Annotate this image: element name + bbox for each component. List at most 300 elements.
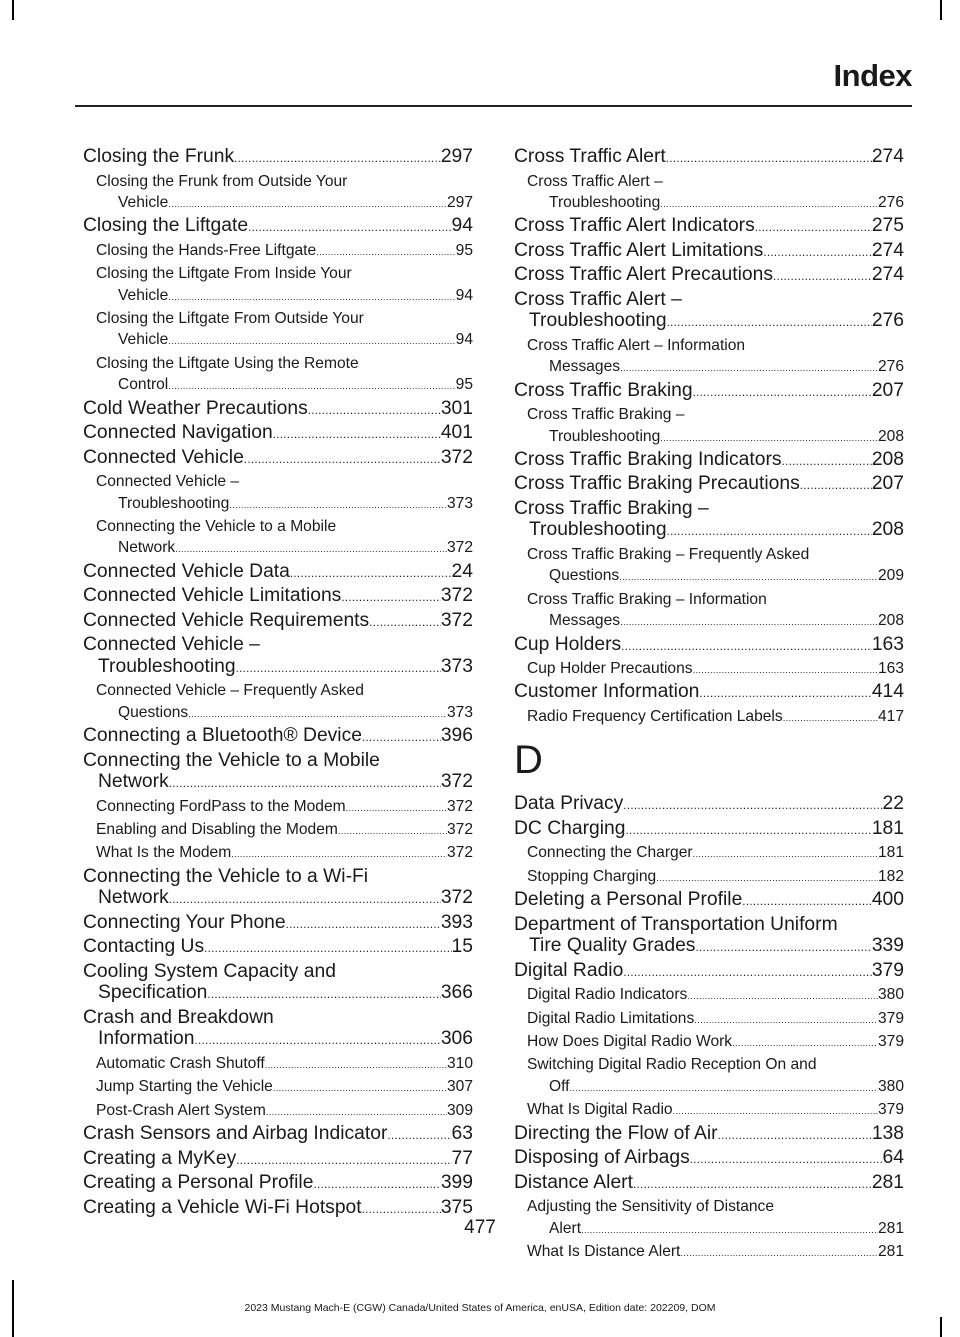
entry-page-number: 306 <box>440 1028 473 1050</box>
entry-text: Connected Vehicle – <box>83 634 260 656</box>
entry-page-number: 297 <box>440 146 473 167</box>
entry-text: Connected Navigation <box>83 422 273 444</box>
entry-page-number: 399 <box>440 1172 473 1194</box>
entry-text: Alert <box>549 1219 582 1237</box>
index-entry <box>83 585 473 610</box>
dot-leader <box>168 329 455 352</box>
entry-text: Cross Traffic Alert – <box>514 288 682 310</box>
index-subentry <box>96 240 473 263</box>
entry-text: Specification <box>98 982 208 1004</box>
dot-leader <box>168 374 455 397</box>
index-subentry <box>96 1100 473 1123</box>
dot-leader <box>313 1172 440 1197</box>
entry-text: Directing the Flow of Air <box>514 1122 718 1144</box>
entry-page-number: 373 <box>446 494 473 512</box>
entry-text: Troubleshooting <box>98 655 236 677</box>
entry-text: Cross Traffic Alert – Information <box>527 336 746 354</box>
entry-page-number: 301 <box>440 397 473 419</box>
entry-text: Radio Frequency Certification Labels <box>527 707 783 725</box>
entry-page-number: 417 <box>877 707 904 725</box>
dot-leader <box>369 610 441 635</box>
dot-leader <box>667 310 872 335</box>
index-subentry <box>96 680 473 725</box>
dot-leader <box>341 585 441 610</box>
entry-text: Creating a MyKey <box>83 1147 237 1169</box>
entry-text: Connecting FordPass to the Modem <box>96 797 346 815</box>
index-subentry <box>527 984 904 1007</box>
entry-text: Cross Traffic Alert Limitations <box>514 239 764 261</box>
dot-leader <box>236 656 441 681</box>
entry-page-number: 207 <box>871 379 904 401</box>
index-entry <box>83 936 473 961</box>
entry-page-number: 297 <box>446 193 473 211</box>
entry-text: Data Privacy <box>514 793 624 815</box>
entry-text: Jump Starting the Vehicle <box>96 1078 273 1096</box>
entry-page-number: 95 <box>455 241 473 259</box>
entry-text: Questions <box>549 567 620 585</box>
dot-leader <box>273 1076 447 1099</box>
dot-leader <box>207 982 441 1007</box>
crop-mark-top-left <box>12 0 14 20</box>
entry-page-number: 379 <box>877 1033 904 1050</box>
dot-leader <box>286 912 441 937</box>
entry-page-number: 396 <box>440 725 473 747</box>
entry-text: Crash and Breakdown <box>83 1006 274 1028</box>
entry-text: Troubleshooting <box>549 193 661 211</box>
entry-page-number: 94 <box>455 331 473 349</box>
index-entry <box>83 1148 473 1173</box>
dot-leader <box>308 398 441 423</box>
index-entry <box>514 960 904 985</box>
entry-text: Creating a Personal Profile <box>83 1172 314 1194</box>
index-entry <box>83 634 473 680</box>
entry-text: Contacting Us <box>83 936 205 958</box>
entry-page-number: 281 <box>877 1219 904 1237</box>
index-entry <box>83 146 473 171</box>
entry-page-number: 24 <box>451 560 473 582</box>
index-subentry <box>96 308 473 353</box>
entry-text: What Is the Modem <box>96 844 232 862</box>
entry-text: Connected Vehicle Requirements <box>83 609 370 631</box>
entry-text: Cup Holders <box>514 633 622 655</box>
entry-page-number: 375 <box>440 1196 473 1218</box>
dot-leader <box>699 681 871 706</box>
dot-leader <box>755 215 872 240</box>
entry-text: Automatic Crash Shutoff <box>96 1054 265 1072</box>
dot-leader <box>693 658 878 681</box>
dot-leader <box>169 771 441 796</box>
entry-text: Troubleshooting <box>549 427 661 445</box>
dot-leader <box>168 192 447 215</box>
entry-text: Cold Weather Precautions <box>83 397 308 419</box>
entry-text: Customer Information <box>514 681 700 703</box>
index-entry <box>514 498 904 544</box>
dot-leader <box>620 356 878 379</box>
entry-page-number: 310 <box>446 1054 473 1072</box>
entry-page-number: 373 <box>440 655 473 677</box>
entry-text: Network <box>98 771 169 793</box>
dot-leader <box>623 960 872 985</box>
dot-leader <box>660 192 878 215</box>
dot-leader <box>194 1028 440 1053</box>
index-subentry <box>96 1076 473 1099</box>
entry-page-number: 208 <box>871 448 904 470</box>
entry-text: Questions <box>118 703 189 721</box>
entry-text: Vehicle <box>118 286 169 304</box>
entry-text: Closing the Liftgate From Inside Your <box>96 265 352 283</box>
entry-page-number: 95 <box>455 376 473 394</box>
index-entry <box>83 912 473 937</box>
entry-page-number: 63 <box>451 1123 473 1145</box>
entry-page-number: 380 <box>877 986 904 1004</box>
dot-leader <box>693 380 872 405</box>
dot-leader <box>783 706 878 729</box>
entry-text: Closing the Liftgate <box>83 215 249 237</box>
index-subentry <box>527 171 904 216</box>
dot-leader <box>619 565 878 588</box>
entry-text: Connected Vehicle <box>83 446 244 468</box>
page-number: 477 <box>464 1217 496 1238</box>
entry-text: Connected Vehicle – <box>96 473 240 491</box>
dot-leader <box>633 1172 872 1197</box>
entry-text: Cross Traffic Braking – Information <box>527 590 767 608</box>
index-section-c-continued <box>514 146 904 729</box>
entry-page-number: 276 <box>877 358 904 376</box>
dot-leader <box>204 936 451 961</box>
index-subentry <box>96 819 473 842</box>
entry-text: Switching Digital Radio Reception On and <box>527 1056 817 1074</box>
dot-leader <box>620 610 878 633</box>
entry-text: Closing the Frunk from Outside Your <box>96 172 348 190</box>
entry-text: Cross Traffic Alert <box>514 146 666 167</box>
entry-text: Distance Alert <box>514 1171 633 1193</box>
index-subentry <box>527 544 904 589</box>
crop-mark-bottom-right <box>940 1317 942 1337</box>
entry-text: Crash Sensors and Airbag Indicator <box>83 1123 388 1145</box>
dot-leader <box>656 866 878 889</box>
entry-page-number: 276 <box>871 310 904 332</box>
entry-text: Stopping Charging <box>527 867 657 885</box>
dot-leader <box>244 447 441 472</box>
entry-text: Connecting the Vehicle to a Mobile <box>83 749 380 771</box>
entry-page-number: 379 <box>877 1101 904 1119</box>
entry-page-number: 372 <box>446 539 473 557</box>
entry-text: Post-Crash Alert System <box>96 1101 266 1119</box>
entry-text: Closing the Hands-Free Liftgate <box>96 241 317 259</box>
entry-page-number: 372 <box>440 771 473 793</box>
index-entry <box>514 818 904 843</box>
index-subentry <box>96 842 473 865</box>
index-entry <box>83 1007 473 1053</box>
entry-page-number: 15 <box>451 936 473 958</box>
dot-leader <box>231 842 447 865</box>
index-subentry <box>527 589 904 634</box>
dot-leader <box>625 818 871 843</box>
entry-page-number: 274 <box>871 239 904 261</box>
entry-text: Information <box>98 1028 195 1050</box>
entry-page-number: 379 <box>877 1009 904 1027</box>
entry-page-number: 181 <box>871 817 904 839</box>
dot-leader <box>742 889 872 914</box>
dot-leader <box>690 1147 883 1172</box>
index-entry <box>514 146 904 171</box>
entry-text: Digital Radio Indicators <box>527 986 688 1004</box>
entry-page-number: 64 <box>882 1147 904 1169</box>
dot-leader <box>667 519 872 544</box>
entry-text: Department of Transportation Uniform <box>514 913 838 935</box>
entry-page-number: 22 <box>882 793 904 815</box>
entry-text: Tire Quality Grades <box>529 935 696 957</box>
entry-text: Closing the Frunk <box>83 146 235 167</box>
entry-page-number: 307 <box>446 1078 473 1096</box>
entry-page-number: 372 <box>446 844 473 862</box>
index-subentry <box>96 471 473 516</box>
index-section-d <box>514 793 904 1264</box>
dot-leader <box>316 240 455 263</box>
dot-leader <box>695 935 871 960</box>
entry-text: Disposing of Airbags <box>514 1147 690 1169</box>
dot-leader <box>188 702 447 725</box>
entry-page-number: 209 <box>877 567 904 585</box>
entry-page-number: 372 <box>440 446 473 468</box>
index-entry <box>514 240 904 265</box>
entry-text: Troubleshooting <box>118 494 230 512</box>
entry-text: Cross Traffic Alert – <box>527 172 663 190</box>
index-subentry <box>527 404 904 449</box>
entry-text: What Is Distance Alert <box>527 1242 681 1260</box>
index-subentry <box>96 516 473 561</box>
entry-text: Network <box>98 887 169 909</box>
dot-leader <box>800 473 872 498</box>
index-entry <box>514 889 904 914</box>
dot-leader <box>346 796 447 819</box>
entry-page-number: 182 <box>877 867 904 885</box>
entry-page-number: 281 <box>877 1242 904 1260</box>
entry-text: Digital Radio Limitations <box>527 1009 695 1027</box>
entry-text: Troubleshooting <box>529 519 667 541</box>
dot-leader <box>362 725 441 750</box>
dot-leader <box>387 1123 451 1148</box>
entry-text: Connected Vehicle – Frequently Asked <box>96 682 364 700</box>
dot-leader <box>687 984 878 1007</box>
index-entry <box>83 398 473 423</box>
dot-leader <box>673 1099 878 1122</box>
index-subentry <box>527 335 904 380</box>
section-letter-heading: D <box>514 738 543 783</box>
index-entry <box>83 215 473 240</box>
header-divider <box>75 105 912 107</box>
entry-page-number: 208 <box>877 612 904 630</box>
entry-text: Cross Traffic Braking Precautions <box>514 473 800 495</box>
index-entry <box>514 380 904 405</box>
dot-leader <box>763 240 872 265</box>
entry-page-number: 208 <box>877 427 904 445</box>
index-entry <box>514 1123 904 1148</box>
index-entry <box>514 1172 904 1197</box>
index-subentry <box>96 263 473 308</box>
index-subentry <box>527 706 904 729</box>
entry-text: Adjusting the Sensitivity of Distance <box>527 1198 775 1216</box>
entry-text: Cross Traffic Braking – Frequently Asked <box>527 545 810 563</box>
entry-text: Creating a Vehicle Wi-Fi Hotspot <box>83 1196 362 1218</box>
dot-leader <box>694 1008 878 1031</box>
entry-text: Connected Vehicle Limitations <box>83 585 342 607</box>
entry-page-number: 181 <box>877 844 904 862</box>
index-subentry <box>527 1008 904 1031</box>
entry-text: Cross Traffic Alert Indicators <box>514 215 755 237</box>
index-entry <box>83 750 473 796</box>
entry-text: Cross Traffic Braking <box>514 379 693 401</box>
index-subentry <box>96 353 473 398</box>
entry-page-number: 400 <box>871 889 904 911</box>
entry-text: Connecting a Bluetooth® Device <box>83 725 362 747</box>
dot-leader <box>732 1031 878 1054</box>
index-entry <box>514 681 904 706</box>
entry-page-number: 274 <box>871 264 904 286</box>
entry-page-number: 393 <box>440 911 473 933</box>
entry-text: Cup Holder Precautions <box>527 660 693 678</box>
entry-page-number: 309 <box>446 1101 473 1119</box>
entry-page-number: 163 <box>877 660 904 678</box>
dot-leader <box>782 449 872 474</box>
index-entry <box>514 1147 904 1172</box>
entry-page-number: 163 <box>871 633 904 655</box>
entry-page-number: 414 <box>871 681 904 703</box>
index-entry <box>83 422 473 447</box>
entry-text: Cross Traffic Braking – <box>514 497 709 519</box>
dot-leader <box>273 422 441 447</box>
entry-text: Deleting a Personal Profile <box>514 889 743 911</box>
entry-text: Connecting Your Phone <box>83 911 286 933</box>
dot-leader <box>666 146 872 171</box>
entry-page-number: 379 <box>871 959 904 981</box>
dot-leader <box>175 537 447 560</box>
dot-leader <box>234 146 441 171</box>
entry-text: Connecting the Charger <box>527 844 693 862</box>
index-subentry <box>527 866 904 889</box>
index-subentry <box>96 1053 473 1076</box>
dot-leader <box>773 264 872 289</box>
entry-text: Troubleshooting <box>529 310 667 332</box>
entry-page-number: 94 <box>451 215 473 237</box>
entry-page-number: 138 <box>871 1122 904 1144</box>
entry-page-number: 366 <box>440 982 473 1004</box>
index-subentry <box>96 171 473 216</box>
index-entry <box>83 447 473 472</box>
dot-leader <box>680 1241 878 1264</box>
index-column-left <box>83 146 473 1221</box>
index-entry <box>514 793 904 818</box>
entry-text: Enabling and Disabling the Modem <box>96 821 338 838</box>
index-entry <box>83 610 473 635</box>
dot-leader <box>338 819 447 842</box>
footer-edition-info: 2023 Mustang Mach-E (CGW) Canada/United States of America, enUSA, Edition date: 202209, DOM <box>244 1302 716 1314</box>
entry-text: Cross Traffic Braking – <box>527 406 685 424</box>
entry-page-number: 372 <box>446 821 473 838</box>
dot-leader <box>660 426 878 449</box>
entry-text: Control <box>118 376 169 394</box>
entry-text: Cooling System Capacity and <box>83 960 336 982</box>
dot-leader <box>718 1123 872 1148</box>
entry-text: DC Charging <box>514 817 626 839</box>
dot-leader <box>621 634 872 659</box>
entry-page-number: 94 <box>455 286 473 304</box>
dot-leader <box>169 887 441 912</box>
dot-leader <box>265 1053 447 1076</box>
entry-page-number: 275 <box>871 215 904 237</box>
index-subentry <box>527 1241 904 1264</box>
dot-leader <box>623 793 882 818</box>
dot-leader <box>229 493 447 516</box>
dot-leader <box>236 1148 451 1173</box>
entry-page-number: 372 <box>440 887 473 909</box>
entry-text: Network <box>118 539 176 557</box>
index-entry <box>83 961 473 1007</box>
crop-mark-top-right <box>940 0 942 20</box>
index-entry <box>83 561 473 586</box>
entry-text: Connected Vehicle Data <box>83 560 290 582</box>
dot-leader <box>570 1076 878 1099</box>
dot-leader <box>248 215 451 240</box>
index-entry <box>83 866 473 912</box>
dot-leader <box>290 561 452 586</box>
entry-page-number: 372 <box>440 609 473 631</box>
index-entry <box>514 215 904 240</box>
entry-page-number: 373 <box>446 703 473 721</box>
entry-text: Vehicle <box>118 331 169 349</box>
index-subentry <box>96 796 473 819</box>
index-entry <box>514 473 904 498</box>
index-entry <box>514 449 904 474</box>
entry-page-number: 372 <box>440 585 473 607</box>
entry-text: How Does Digital Radio Work <box>527 1033 733 1050</box>
dot-leader <box>168 285 455 308</box>
index-subentry <box>527 842 904 865</box>
entry-page-number: 77 <box>451 1147 473 1169</box>
index-entry <box>514 264 904 289</box>
dot-leader <box>266 1100 447 1123</box>
entry-text: Messages <box>549 358 621 376</box>
index-subentry <box>527 1099 904 1122</box>
entry-text: What Is Digital Radio <box>527 1101 673 1119</box>
index-entry <box>514 289 904 335</box>
dot-leader <box>693 842 878 865</box>
index-subentry <box>527 658 904 681</box>
entry-text: Messages <box>549 612 621 630</box>
entry-page-number: 401 <box>440 422 473 444</box>
index-entry <box>514 914 904 960</box>
entry-text: Closing the Liftgate Using the Remote <box>96 354 359 372</box>
entry-page-number: 372 <box>446 797 473 815</box>
entry-text: Off <box>549 1077 570 1095</box>
entry-text: Closing the Liftgate From Outside Your <box>96 310 364 328</box>
entry-page-number: 281 <box>871 1171 904 1193</box>
index-subentry <box>527 1054 904 1099</box>
entry-page-number: 276 <box>877 193 904 211</box>
index-entry <box>514 634 904 659</box>
entry-text: Digital Radio <box>514 959 624 981</box>
page-title: Index <box>833 58 912 93</box>
entry-text: Cross Traffic Alert Precautions <box>514 264 773 286</box>
entry-page-number: 207 <box>871 473 904 495</box>
entry-page-number: 339 <box>871 935 904 957</box>
entry-text: Vehicle <box>118 193 169 211</box>
index-entry <box>83 1123 473 1148</box>
entry-page-number: 208 <box>871 519 904 541</box>
entry-text: Connecting the Vehicle to a Mobile <box>96 517 337 535</box>
entry-page-number: 274 <box>871 146 904 167</box>
entry-text: Connecting the Vehicle to a Wi-Fi <box>83 865 369 887</box>
